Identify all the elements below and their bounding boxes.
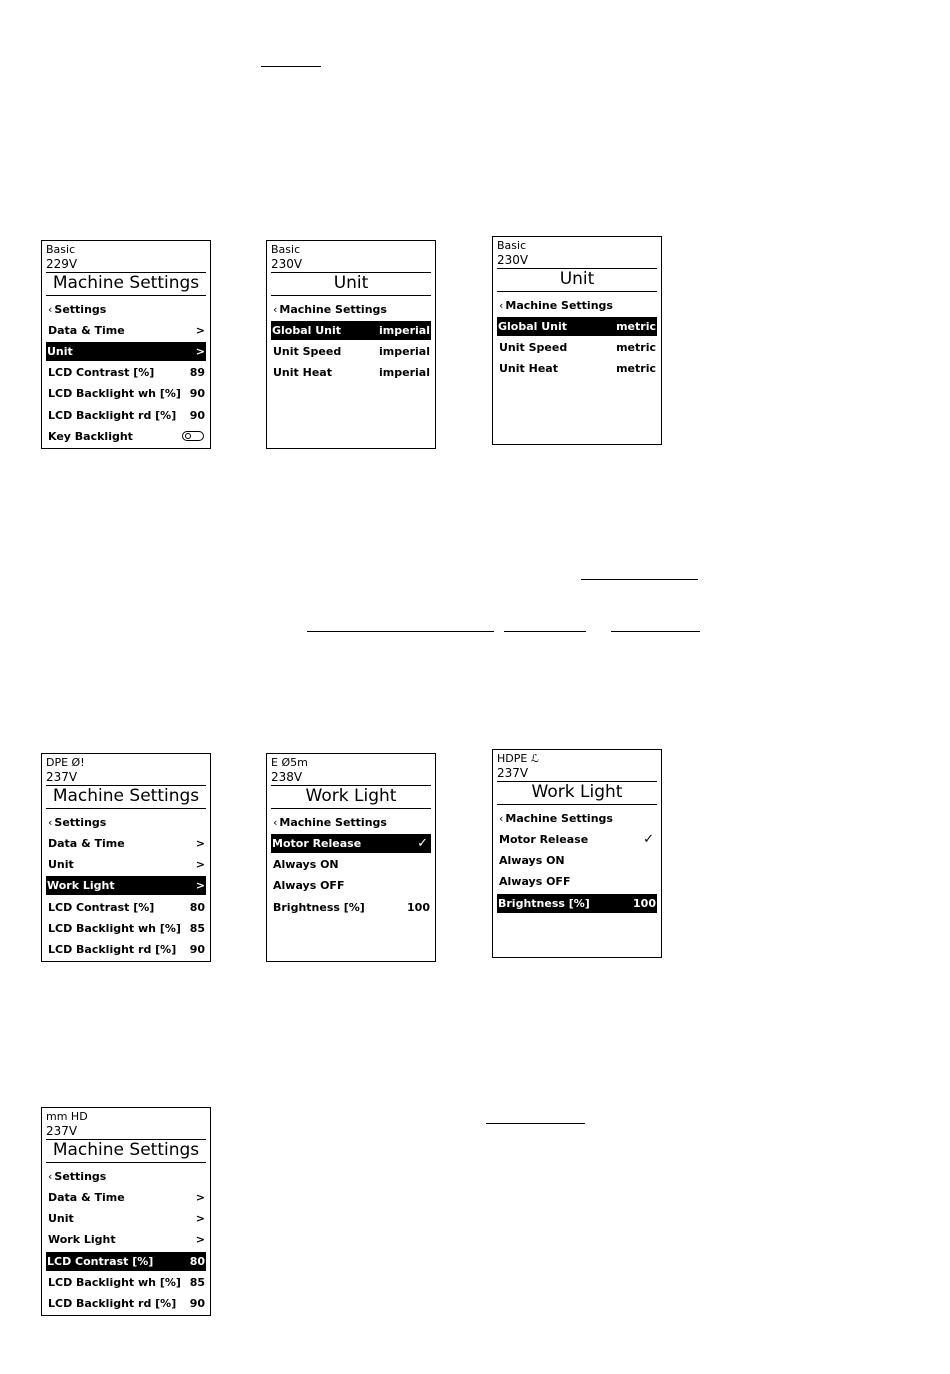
menu-item-value: 85 [189,1276,205,1289]
menu-item-global-unit[interactable] [271,321,431,340]
menu-item-label: Unit Speed [499,341,568,354]
menu-item-label: Brightness [%] [498,897,590,910]
screen-title: Machine Settings [52,1140,200,1160]
back-item[interactable] [497,809,657,828]
underline-rule [504,631,586,632]
menu-item-lcd-backlight-rd[interactable] [46,1294,206,1313]
menu-item-work-light[interactable] [46,876,206,895]
menu-item-value: imperial [379,324,430,337]
chevron-left-icon: ‹ [273,303,278,316]
menu-item-label: Motor Release [272,837,362,850]
menu-item-brightness[interactable] [271,898,431,917]
menu-item-key-backlight[interactable] [46,427,206,446]
divider [46,1162,206,1163]
voltage-readout: 237V [46,770,78,784]
menu-item-label: Key Backlight [48,430,133,443]
menu-item-motor-release[interactable] [271,834,431,853]
back-item[interactable] [271,300,431,319]
chevron-left-icon: ‹ [499,299,504,312]
menu-item-label: Unit Heat [273,366,332,379]
screen-unit-imperial [266,240,436,449]
screen-title: Unit [559,269,595,289]
divider [497,804,657,805]
menu-item-value: imperial [379,345,430,358]
underline-rule [486,1123,585,1124]
menu-item-data-time[interactable] [46,321,206,340]
chevron-right-icon: > [195,345,205,358]
menu-item-unit[interactable] [46,1209,206,1228]
menu-item-value: 90 [189,1297,205,1310]
screen-title: Work Light [305,786,397,806]
toggle-knob [185,433,191,439]
back-item[interactable] [46,1167,206,1186]
menu-item-value: 80 [189,1255,205,1268]
underline-rule [581,579,698,580]
menu-item-lcd-backlight-wh[interactable] [46,1273,206,1292]
material-label: Basic [46,243,76,256]
menu-item-value: 89 [189,366,205,379]
chevron-left-icon: ‹ [499,812,504,825]
chevron-left-icon: ‹ [48,1170,53,1183]
menu-item-value: 100 [633,897,656,910]
screen-title: Machine Settings [52,786,200,806]
screen-work-light-motor-release [266,753,436,962]
menu-item-label: Unit Heat [499,362,558,375]
screen-machine-settings-work-light [41,753,211,962]
menu-item-unit-speed[interactable] [271,342,431,361]
menu-item-unit-heat[interactable] [497,359,657,378]
menu-item-label: Always OFF [499,875,571,888]
menu-item-label: Unit [48,1212,74,1225]
menu-item-motor-release[interactable] [497,830,657,849]
divider [271,295,431,296]
menu-item-label: Global Unit [498,320,568,333]
menu-item-label: Work Light [47,879,115,892]
back-item[interactable] [46,300,206,319]
back-item[interactable] [46,813,206,832]
voltage-readout: 230V [271,257,303,271]
voltage-readout: 237V [497,766,529,780]
menu-item-label: Always OFF [273,879,345,892]
menu-item-label: LCD Backlight rd [%] [48,409,177,422]
underline-rule [611,631,700,632]
menu-item-value: 80 [189,901,205,914]
menu-item-label: Brightness [%] [273,901,365,914]
menu-item-value: 85 [189,922,205,935]
menu-item-work-light[interactable] [46,1230,206,1249]
material-label: DPE Ø! [46,756,85,769]
chevron-right-icon: > [195,879,205,892]
screen-machine-settings-unit [41,240,211,449]
back-label: Machine Settings [279,816,387,829]
menu-item-always-off[interactable] [271,876,431,895]
menu-item-global-unit[interactable] [497,317,657,336]
back-item[interactable] [497,296,657,315]
menu-item-label: Motor Release [499,833,589,846]
divider [497,291,657,292]
voltage-readout: 238V [271,770,303,784]
screen-title: Machine Settings [52,273,200,293]
menu-item-label: LCD Backlight rd [%] [48,1297,177,1310]
menu-item-label: Global Unit [272,324,342,337]
menu-item-lcd-backlight-wh[interactable] [46,919,206,938]
underline-rule [261,66,321,67]
chevron-right-icon: > [195,1191,205,1204]
menu-item-label: Always ON [273,858,339,871]
menu-item-label: Data & Time [48,324,125,337]
material-label: HDPE ℒ [497,752,539,765]
back-label: Machine Settings [505,812,613,825]
back-label: Settings [54,1170,107,1183]
back-label: Settings [54,816,107,829]
menu-item-value: 90 [189,943,205,956]
menu-item-label: LCD Backlight rd [%] [48,943,177,956]
screen-unit-metric [492,236,662,445]
chevron-right-icon: > [195,858,205,871]
menu-item-label: LCD Contrast [%] [48,366,155,379]
voltage-readout: 229V [46,257,78,271]
menu-item-unit-heat[interactable] [271,363,431,382]
material-label: E Ø5m [271,756,308,769]
menu-item-label: LCD Contrast [%] [47,1255,154,1268]
menu-item-label: Unit [47,345,73,358]
material-label: Basic [497,239,527,252]
menu-item-lcd-backlight-wh[interactable] [46,384,206,403]
menu-item-label: LCD Backlight wh [%] [48,922,181,935]
material-label: mm HD [46,1110,88,1123]
screen-title: Unit [333,273,369,293]
chevron-right-icon: > [195,1212,205,1225]
menu-item-label: Always ON [499,854,565,867]
chevron-left-icon: ‹ [48,816,53,829]
menu-item-label: Unit [48,858,74,871]
back-label: Settings [54,303,107,316]
menu-item-data-time[interactable] [46,834,206,853]
chevron-left-icon: ‹ [273,816,278,829]
menu-item-value: imperial [379,366,430,379]
menu-item-lcd-contrast[interactable] [46,898,206,917]
menu-item-label: LCD Backlight wh [%] [48,387,181,400]
back-item[interactable] [271,813,431,832]
menu-item-unit-speed[interactable] [497,338,657,357]
menu-item-value: 100 [407,901,430,914]
menu-item-label: Data & Time [48,1191,125,1204]
menu-item-always-on[interactable] [271,855,431,874]
checkmark-icon: ✓ [417,836,428,851]
menu-item-label: Unit Speed [273,345,342,358]
screen-title: Work Light [531,782,623,802]
menu-item-always-off[interactable] [497,872,657,891]
divider [46,808,206,809]
material-label: Basic [271,243,301,256]
menu-item-label: LCD Contrast [%] [48,901,155,914]
underline-rule [307,631,494,632]
toggle-switch[interactable] [182,431,204,441]
back-label: Machine Settings [279,303,387,316]
chevron-right-icon: > [195,837,205,850]
menu-item-unit[interactable] [46,855,206,874]
menu-item-always-on[interactable] [497,851,657,870]
menu-item-value: 90 [189,387,205,400]
menu-item-value: metric [616,362,656,375]
screen-work-light-brightness [492,749,662,958]
menu-item-label: Work Light [48,1233,116,1246]
menu-item-lcd-backlight-rd[interactable] [46,940,206,959]
menu-item-lcd-contrast[interactable] [46,1252,206,1271]
voltage-readout: 237V [46,1124,78,1138]
menu-item-value: metric [616,341,656,354]
menu-item-label: LCD Backlight wh [%] [48,1276,181,1289]
chevron-left-icon: ‹ [48,303,53,316]
divider [271,808,431,809]
menu-item-unit[interactable] [46,342,206,361]
menu-item-value: metric [616,320,656,333]
menu-item-label: Data & Time [48,837,125,850]
menu-item-data-time[interactable] [46,1188,206,1207]
menu-item-lcd-contrast[interactable] [46,363,206,382]
divider [46,295,206,296]
menu-item-lcd-backlight-rd[interactable] [46,406,206,425]
chevron-right-icon: > [195,1233,205,1246]
chevron-right-icon: > [195,324,205,337]
checkmark-icon: ✓ [643,832,654,847]
voltage-readout: 230V [497,253,529,267]
back-label: Machine Settings [505,299,613,312]
screen-machine-settings-lcd-contrast [41,1107,211,1316]
menu-item-brightness[interactable] [497,894,657,913]
menu-item-value: 90 [189,409,205,422]
